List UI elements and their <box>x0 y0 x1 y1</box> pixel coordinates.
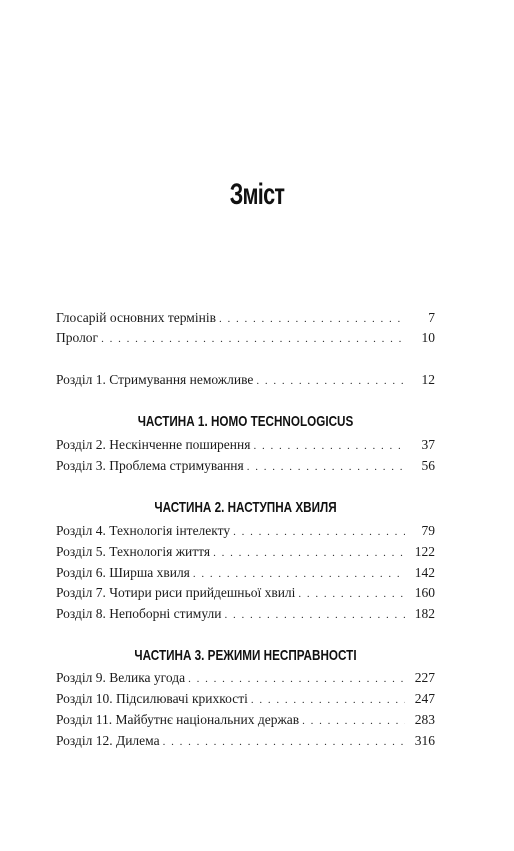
toc-entry-page: 56 <box>421 458 435 473</box>
toc-entry-page: 247 <box>414 691 435 706</box>
toc-entry-page: 227 <box>414 670 435 685</box>
toc-entry-page: 316 <box>414 733 435 748</box>
toc-entry-prologue[interactable] <box>56 328 435 348</box>
toc-entry-label: Розділ 11. Майбутнє національних держав <box>56 712 300 727</box>
dot-leader <box>101 329 405 349</box>
toc-entry-label: Розділ 5. Технологія життя <box>56 544 211 559</box>
toc-entry-label: Розділ 6. Ширша хвиля <box>56 565 190 580</box>
toc-entry-chapter-3[interactable] <box>56 456 435 476</box>
toc-entry-chapter-10[interactable] <box>56 689 435 709</box>
toc-entry-label: Розділ 7. Чотири риси прийдешньої хвилі <box>56 585 296 600</box>
dot-leader <box>224 605 405 625</box>
part-heading-1[interactable]: ЧАСТИНА 1. HOMO TECHNOLOGICUS <box>137 413 354 430</box>
dot-leader <box>213 543 405 563</box>
toc-entry-page: 7 <box>428 310 435 325</box>
toc-entry-label: Розділ 9. Велика угода <box>56 670 186 685</box>
part-heading-3[interactable]: ЧАСТИНА 3. РЕЖИМИ НЕСПРАВНОСТІ <box>134 647 357 664</box>
toc-entry-page: 283 <box>414 712 435 727</box>
toc-entry-page: 122 <box>414 544 435 559</box>
toc-entry-page: 142 <box>414 565 435 580</box>
toc-entry-page: 12 <box>421 372 435 387</box>
dot-leader <box>253 436 405 456</box>
toc-entry-page: 37 <box>421 437 435 452</box>
dot-leader <box>298 584 405 604</box>
toc-entry-label: Розділ 12. Дилема <box>56 733 160 748</box>
toc-entry-label: Розділ 10. Підсилювачі крихкості <box>56 691 248 706</box>
page-title: Зміст <box>229 178 285 211</box>
toc-entry-chapter-7[interactable] <box>56 583 435 603</box>
dot-leader <box>188 669 405 689</box>
dot-leader <box>193 564 405 584</box>
toc-entry-chapter-1[interactable] <box>56 370 435 390</box>
toc-entry-label: Розділ 4. Технологія інтелекту <box>56 523 231 538</box>
dot-leader <box>256 371 405 391</box>
toc-entry-chapter-4[interactable] <box>56 521 435 541</box>
toc-entry-page: 79 <box>421 523 435 538</box>
dot-leader <box>219 309 405 329</box>
part-heading-2[interactable]: ЧАСТИНА 2. НАСТУПНА ХВИЛЯ <box>154 499 337 516</box>
toc-entry-page: 10 <box>421 330 435 345</box>
toc-entry-chapter-12[interactable] <box>56 731 435 751</box>
dot-leader <box>247 457 405 477</box>
toc-entry-chapter-11[interactable] <box>56 710 435 730</box>
toc-entry-chapter-6[interactable] <box>56 563 435 583</box>
toc-entry-chapter-2[interactable] <box>56 435 435 455</box>
dot-leader <box>233 522 405 542</box>
toc-entry-chapter-8[interactable] <box>56 604 435 624</box>
dot-leader <box>163 732 405 752</box>
toc-entry-page: 182 <box>414 606 435 621</box>
toc-entry-chapter-9[interactable] <box>56 668 435 688</box>
dot-leader <box>251 690 405 710</box>
toc-entry-chapter-5[interactable] <box>56 542 435 562</box>
dot-leader <box>302 711 405 731</box>
toc-entry-label: Розділ 3. Проблема стримування <box>56 458 244 473</box>
toc-entry-label: Глосарій основних термінів <box>56 310 216 325</box>
toc-entry-label: Розділ 2. Нескінченне поширення <box>56 437 251 452</box>
toc-entry-label: Розділ 8. Непоборні стимули <box>56 606 222 621</box>
toc-entry-page: 160 <box>414 585 435 600</box>
toc-entry-label: Розділ 1. Стримування неможливе <box>56 372 254 387</box>
toc-entry-label: Пролог <box>56 330 99 345</box>
toc-entry-glossary[interactable] <box>56 308 435 328</box>
